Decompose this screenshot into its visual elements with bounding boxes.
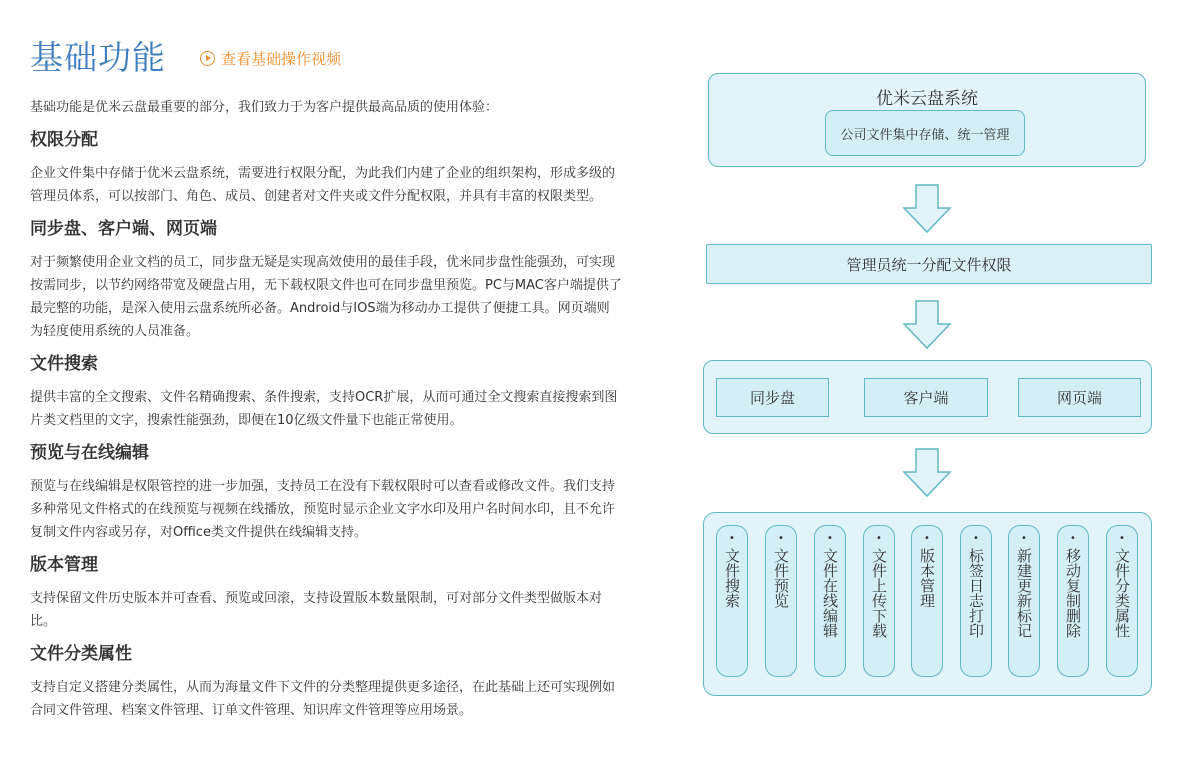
feature-item [911, 525, 943, 677]
section-body: 预览与在线编辑是权限管控的进一步加强，支持员工在没有下载权限时可以查看或修改文件。我们支持多种常见文件格式的在线预览与视频在线播放，预览时显示企业文字水印及用户名时间水印，且不允许复制文件内容或另存，对Office类文件提供在线编辑支持。 [30, 479, 616, 540]
intro-text: 基础功能是优米云盘最重要的部分，我们致力于为客户提供最高品质的使用体验： [30, 100, 499, 115]
section-search [30, 352, 622, 432]
section-title: 预览与在线编辑 [30, 443, 149, 463]
admin-permission-box: 管理员统一分配文件权限 [706, 244, 1152, 284]
page-header [30, 30, 622, 80]
section-body: 企业文件集中存储于优米云盘系统，需要进行权限分配，为此我们内建了企业的组织架构，形成多级的管理员体系，可以按部门、角色、成员、创建者对文件夹或文件分配权限，并具有丰富的权限类型。 [30, 166, 616, 204]
feature-label: 新建更新标记 [1015, 548, 1033, 638]
feature-label: 版本管理 [918, 548, 936, 608]
bullet: • [924, 533, 930, 544]
feature-item [1106, 525, 1138, 677]
page-title: 基础功能 [30, 37, 166, 77]
section-permissions [30, 128, 622, 208]
section-title: 文件分类属性 [30, 644, 132, 664]
down-arrow-icon [902, 184, 952, 234]
feature-item [960, 525, 992, 677]
bullet: • [1070, 533, 1076, 544]
feature-label: 文件在线编辑 [821, 548, 839, 638]
feature-item [1008, 525, 1040, 677]
feature-label: 移动复制删除 [1064, 548, 1082, 638]
section-title: 版本管理 [30, 555, 98, 575]
bullet: • [1119, 533, 1125, 544]
features-box [703, 512, 1152, 696]
feature-item [765, 525, 797, 677]
bullet: • [827, 533, 833, 544]
play-circle-icon [200, 51, 215, 66]
feature-item [863, 525, 895, 677]
bullet: • [876, 533, 882, 544]
section-title: 文件搜索 [30, 354, 98, 374]
section-body: 提供丰富的全文搜索、文件名精确搜索、条件搜索，支持OCR扩展，从而可通过全文搜索直接搜索到图片类文档里的文字，搜索性能强劲，即便在10亿级文件量下也能正常使用。 [30, 390, 618, 428]
feature-item [814, 525, 846, 677]
system-subtitle: 公司文件集中存储、统一管理 [825, 110, 1025, 156]
section-title: 权限分配 [30, 130, 98, 150]
down-arrow-icon [902, 300, 952, 350]
section-versions [30, 553, 622, 633]
section-body: 支持保留文件历史版本并可查看、预览或回滚，支持设置版本数量限制，可对部分文件类型做版本对比。 [30, 591, 603, 629]
clients-box [703, 360, 1152, 434]
section-classification [30, 642, 622, 722]
client-sync-drive: 同步盘 [716, 378, 829, 417]
client-web: 网页端 [1018, 378, 1141, 417]
feature-label: 标签日志打印 [967, 548, 985, 638]
feature-label: 文件上传下载 [870, 548, 888, 638]
bullet: • [1021, 533, 1027, 544]
system-title: 优米云盘系统 [876, 89, 978, 109]
watch-video-label: 查看基础操作视频 [221, 49, 342, 68]
feature-label: 文件分类属性 [1113, 548, 1131, 638]
section-preview-edit [30, 441, 622, 544]
down-arrow-icon [902, 448, 952, 498]
section-title: 同步盘、客户端、网页端 [30, 219, 217, 239]
bullet: • [973, 533, 979, 544]
feature-item [716, 525, 748, 677]
feature-item [1057, 525, 1089, 677]
bullet: • [729, 533, 735, 544]
section-body: 支持自定义搭建分类属性，从而为海量文件下文件的分类整理提供更多途径，在此基础上还可实现例如合同文件管理、档案文件管理、订单文件管理、知识库文件管理等应用场景。 [30, 680, 616, 718]
feature-label: 文件预览 [772, 548, 790, 608]
system-box [708, 73, 1146, 167]
section-sync-clients [30, 217, 622, 343]
watch-video-link[interactable] [200, 48, 341, 69]
bullet: • [778, 533, 784, 544]
content-column [30, 30, 622, 722]
section-body: 对于频繁使用企业文档的员工，同步盘无疑是实现高效使用的最佳手段，优米同步盘性能强劲，可实现按需同步，以节约网络带宽及硬盘占用，无下载权限文件也可在同步盘里预览。PC与MAC客户端提供了最完整的功能，是深入使用云盘系统所必备。Android与IOS端为移动办工提供了便捷工具。网页端则为轻度使用系统的人员准备。 [30, 255, 622, 339]
feature-label: 文件搜索 [723, 548, 741, 608]
client-desktop: 客户端 [864, 378, 988, 417]
